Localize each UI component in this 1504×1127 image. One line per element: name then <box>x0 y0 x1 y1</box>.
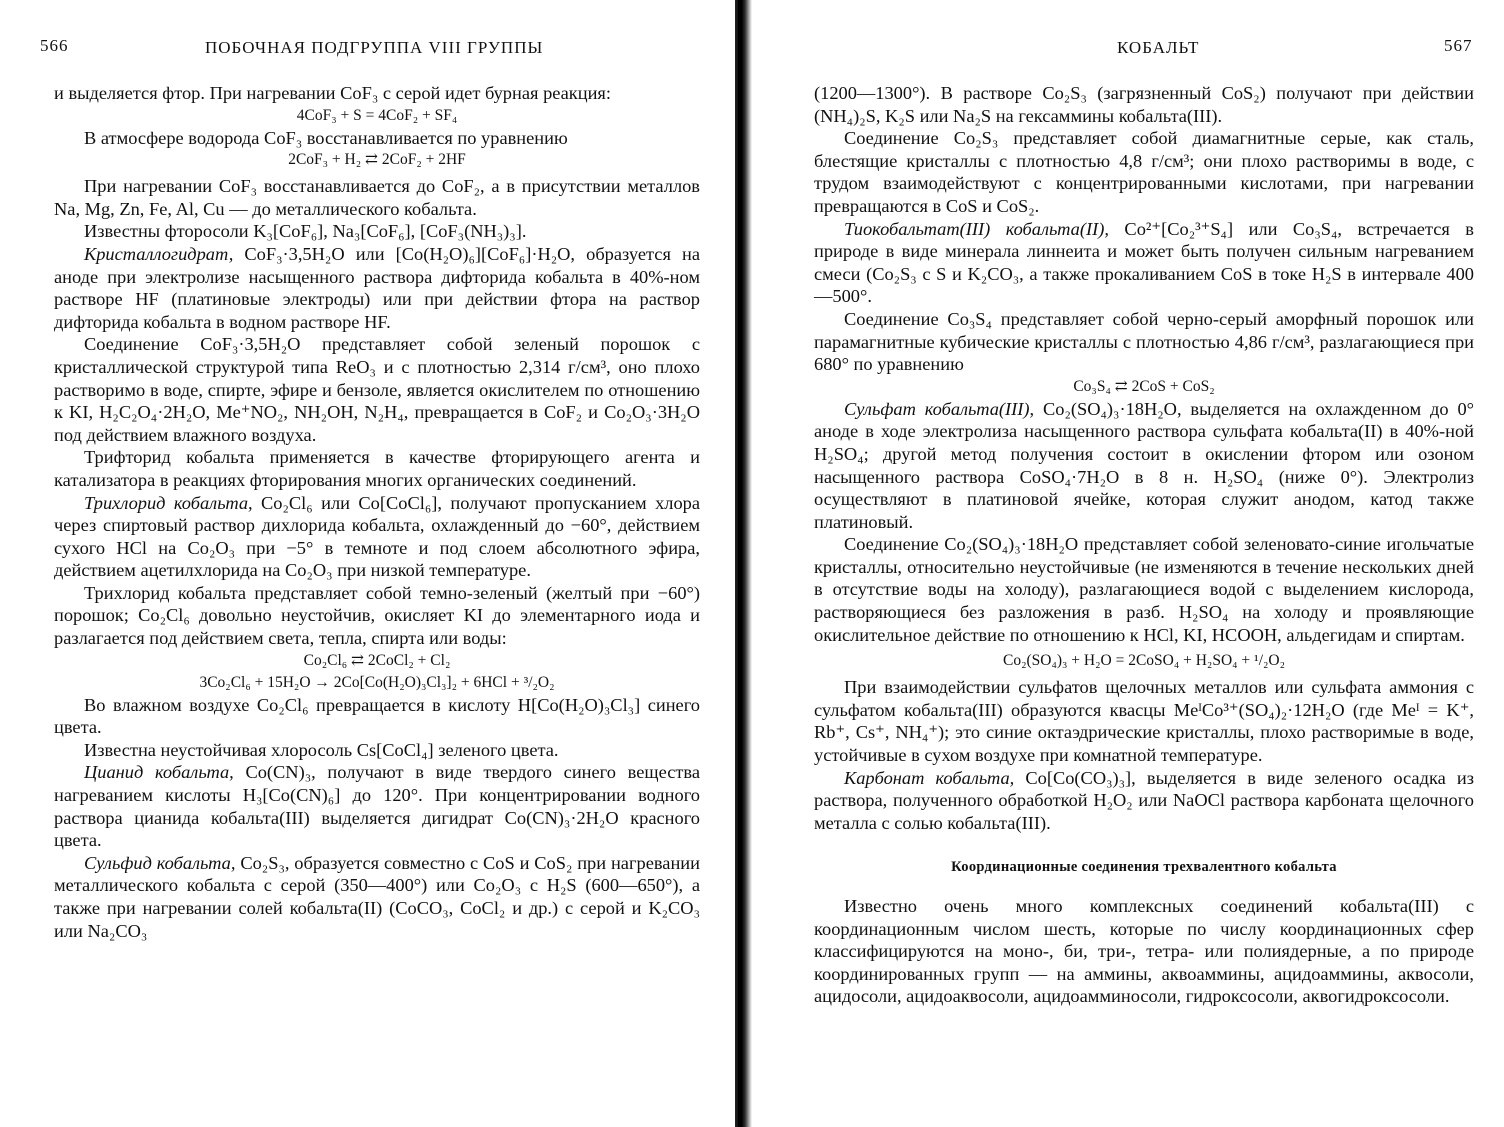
page-number: 567 <box>1444 36 1473 55</box>
book-spine <box>735 0 752 1127</box>
text-column <box>814 82 1474 1008</box>
paragraph: При взаимодействии сульфатов щелочных металлов или сульфата аммония с сульфатом кобальта(III) образуются квасцы MeᴵCo³⁺(SO₄)₂·12H₂O (где Meᴵ = K⁺, Rb⁺, Cs⁺, NH₄⁺); это синие октаэдрические кристаллы, плохо растворимые в воде, устойчивые в сухом воздухе при комнатной температуре. <box>814 677 1474 766</box>
paragraph: При нагревании CoF₃ восстанавливается до CoF₂, а в присутствии металлов Na, Mg, Zn, Fe, Al, Cu — до металлического кобальта. <box>54 176 700 219</box>
paragraph-text: Co[Co(CO₃)₃], выделяется в виде зеленого осадка из раствора, полученного обработкой H₂O₂ или NaOCl раствора карбоната щелочного металла с солью кобальта(III). <box>814 767 1474 833</box>
equation: 2CoF₃ + H₂ ⇄ 2CoF₂ + 2HF <box>288 151 466 169</box>
paragraph-text: Co(CN)₃, получают в виде твердого синего вещества нагреванием кислоты H₃[Co(CN)₆] до 120°. При концентрировании водного раствора цианида кобальта(III) выделяется дигидрат Co(CN)₃·2H₂O красного цвета. <box>54 762 700 851</box>
left-page <box>0 0 735 1127</box>
running-title: ПОБОЧНАЯ ПОДГРУППА VIII ГРУППЫ <box>205 38 544 57</box>
paragraph <box>814 218 1474 308</box>
equation: 3Co₂Cl₆ + 15H₂O → 2Co[Co(H₂O)₃Cl₃]₂ + 6HCl + ³/₂O₂ <box>199 673 555 691</box>
term: Карбонат кобальта, <box>844 767 1015 788</box>
term: Цианид кобальта, <box>84 762 234 783</box>
paragraph <box>814 767 1474 835</box>
equation: 4CoF₃ + S = 4CoF₂ + SF₄ <box>296 106 458 124</box>
term: Кристаллогидрат, <box>84 243 234 264</box>
paragraph: Известна неустойчивая хлоросоль Cs[CoCl₄] зеленого цвета. <box>84 739 559 760</box>
paragraph-text: CoF₃·3,5H₂O или [Co(H₂O)₆][CoF₆]·H₂O, образуется на аноде при электролизе насыщенного раствора дифторида кобальта в 40%-ном растворе HF (платиновые электроды) или при действии фтора на раствор дифторида кобальта в водном растворе HF. <box>54 243 700 332</box>
paragraph <box>54 852 700 942</box>
paragraph: Соединение Co₂(SO₄)₃·18H₂O представляет собой зеленовато-синие игольчатые кристаллы, относительно неустойчивые (не изменяются в течение нескольких дней в отсутствие воды на холоду), разлагающиеся водой с выделением кислорода, растворяющиеся без разложения в разб. H₂SO₄ на холоду и проявляющие окислительное действие по отношению к HCl, KI, HCOOH, альдегидам и спиртам. <box>814 534 1474 645</box>
section-title: Координационные соединения трехвалентного кобальта <box>951 859 1337 876</box>
paragraph: Соединение CoF₃·3,5H₂O представляет собой зеленый порошок с кристаллической структурой типа ReO₃ и с плотностью 2,314 г/см³, оно плохо растворимо в воде, спирте, эфире и бензоле, является окислителем по отношению к KI, H₂C₂O₄·2H₂O, Me⁺NO₂, NH₂OH, N₂H₄, превращается в CoF₂ и Co₂O₃·3H₂O под действием влажного воздуха. <box>54 334 700 445</box>
paragraph-text: Co²⁺[Co₂³⁺S₄] или Co₃S₄, встречается в природе в виде минерала линнеита и может быть получен сильным нагреванием смеси (Co₂S₃ с S и K₂CO₃, а также прокаливанием CoS в токе H₂S в интервале 400—500°. <box>814 218 1474 307</box>
equation: Co₃S₄ ⇄ 2CoS + CoS₂ <box>1073 377 1215 395</box>
paragraph: и выделяется фтор. При нагревании CoF₃ с серой идет бурная реакция: <box>54 83 611 103</box>
paragraph-text: Co₂(SO₄)₃·18H₂O, выделяется на охлажденном до 0° аноде в ходе электролиза насыщенного раствора сульфата кобальта(II) в 40%-ной H₂SO₄; другой метод получения состоит в окислении фтором или озоном насыщенного раствора CoSO₄·7H₂O в 8 н. H₂SO₄ (ниже 0°). Электролиз осуществляют в платиновой ячейке, которая служит анодом, катод также платиновый. <box>814 398 1474 532</box>
paragraph: (1200—1300°). В растворе Co₂S₃ (загрязненный CoS₂) получают при действии (NH₄)₂S, K₂S или Na₂S на гексаммины кобальта(III). <box>814 83 1474 126</box>
paragraph: Трихлорид кобальта представляет собой темно-зеленый (желтый при −60°) порошок; Co₂Cl₆ довольно неустойчив, окисляет KI до элементарного иода и разлагается под действием света, тепла, спирта или воды: <box>54 582 700 649</box>
running-title: КОБАЛЬТ <box>1117 38 1200 57</box>
term: Тиокобальтат(III) кобальта(II), <box>844 218 1109 239</box>
page-number: 566 <box>40 36 69 55</box>
paragraph <box>54 761 700 851</box>
paragraph: Во влажном воздухе Co₂Cl₆ превращается в кислоту H[Co(H₂O)₃Cl₃] синего цвета. <box>54 694 700 738</box>
paragraph: Трифторид кобальта применяется в качестве фторирующего агента и катализатора в реакциях фторирования многих органических соединений. <box>54 447 700 490</box>
term: Сульфат кобальта(III), <box>844 398 1035 419</box>
paragraph-text: Co₂Cl₆ или Co[CoCl₆], получают пропусканием хлора через спиртовый раствор дихлорида кобальта, охлажденный до −60°, действием сухого HCl на Co₂O₃ при −5° в темноте и под слоем абсолютного эфира, действием ацетилхлорида на Co₂O₃ при низкой температуре. <box>54 492 700 581</box>
paragraph: В атмосфере водорода CoF₃ восстанавливается по уравнению <box>84 127 568 148</box>
right-page <box>752 0 1504 1127</box>
paragraph <box>54 243 700 333</box>
paragraph: Известно очень много комплексных соединений кобальта(III) с координационным числом шесть, которые по числу координационных сфер классифицируются на моно-, би, три-, тетра- или полиядерные, а по природе координированных групп — на аммины, аквоаммины, ацидоаммины, аквосоли, ацидосоли, ацидоаквосоли, ацидоамминосоли, гидроксосоли, аквогидроксосоли. <box>814 896 1474 1007</box>
paragraph: Соединение Co₂S₃ представляет собой диамагнитные серые, как сталь, блестящие кристаллы с плотностью 4,8 г/см³; они плохо растворимы в воде, с трудом взаимодействуют с концентрированными кислотами, при нагревании превращаются в CoS и CoS₂. <box>814 128 1474 216</box>
paragraph: Известны фторосоли K₃[CoF₆], Na₃[CoF₆], [CoF₃(NH₃)₃]. <box>84 221 527 242</box>
term: Сульфид кобальта, <box>84 852 236 873</box>
text-column <box>54 82 700 942</box>
paragraph-text: Co₂S₃, образуется совместно с CoS и CoS₂ при нагревании металлического кобальта с серой (350—400°) или Co₂O₃ с H₂S (600—650°), а также при нагревании солей кобальта(II) (CoCO₃, CoCl₂ и др.) с серой и K₂CO₃ или Na₂CO₃ <box>54 852 700 941</box>
paragraph <box>814 398 1474 534</box>
equation: Co₂(SO₄)₃ + H₂O = 2CoSO₄ + H₂SO₄ + ¹/₂O₂ <box>1002 652 1286 670</box>
paragraph: Соединение Co₃S₄ представляет собой черно-серый аморфный порошок или парамагнитные кубические кристаллы с плотностью 4,86 г/см³, разлагающиеся при 680° по уравнению <box>814 308 1474 375</box>
paragraph <box>54 492 700 582</box>
term: Трихлорид кобальта, <box>84 492 253 513</box>
equation: Co₂Cl₆ ⇄ 2CoCl₂ + Cl₂ <box>303 651 451 669</box>
